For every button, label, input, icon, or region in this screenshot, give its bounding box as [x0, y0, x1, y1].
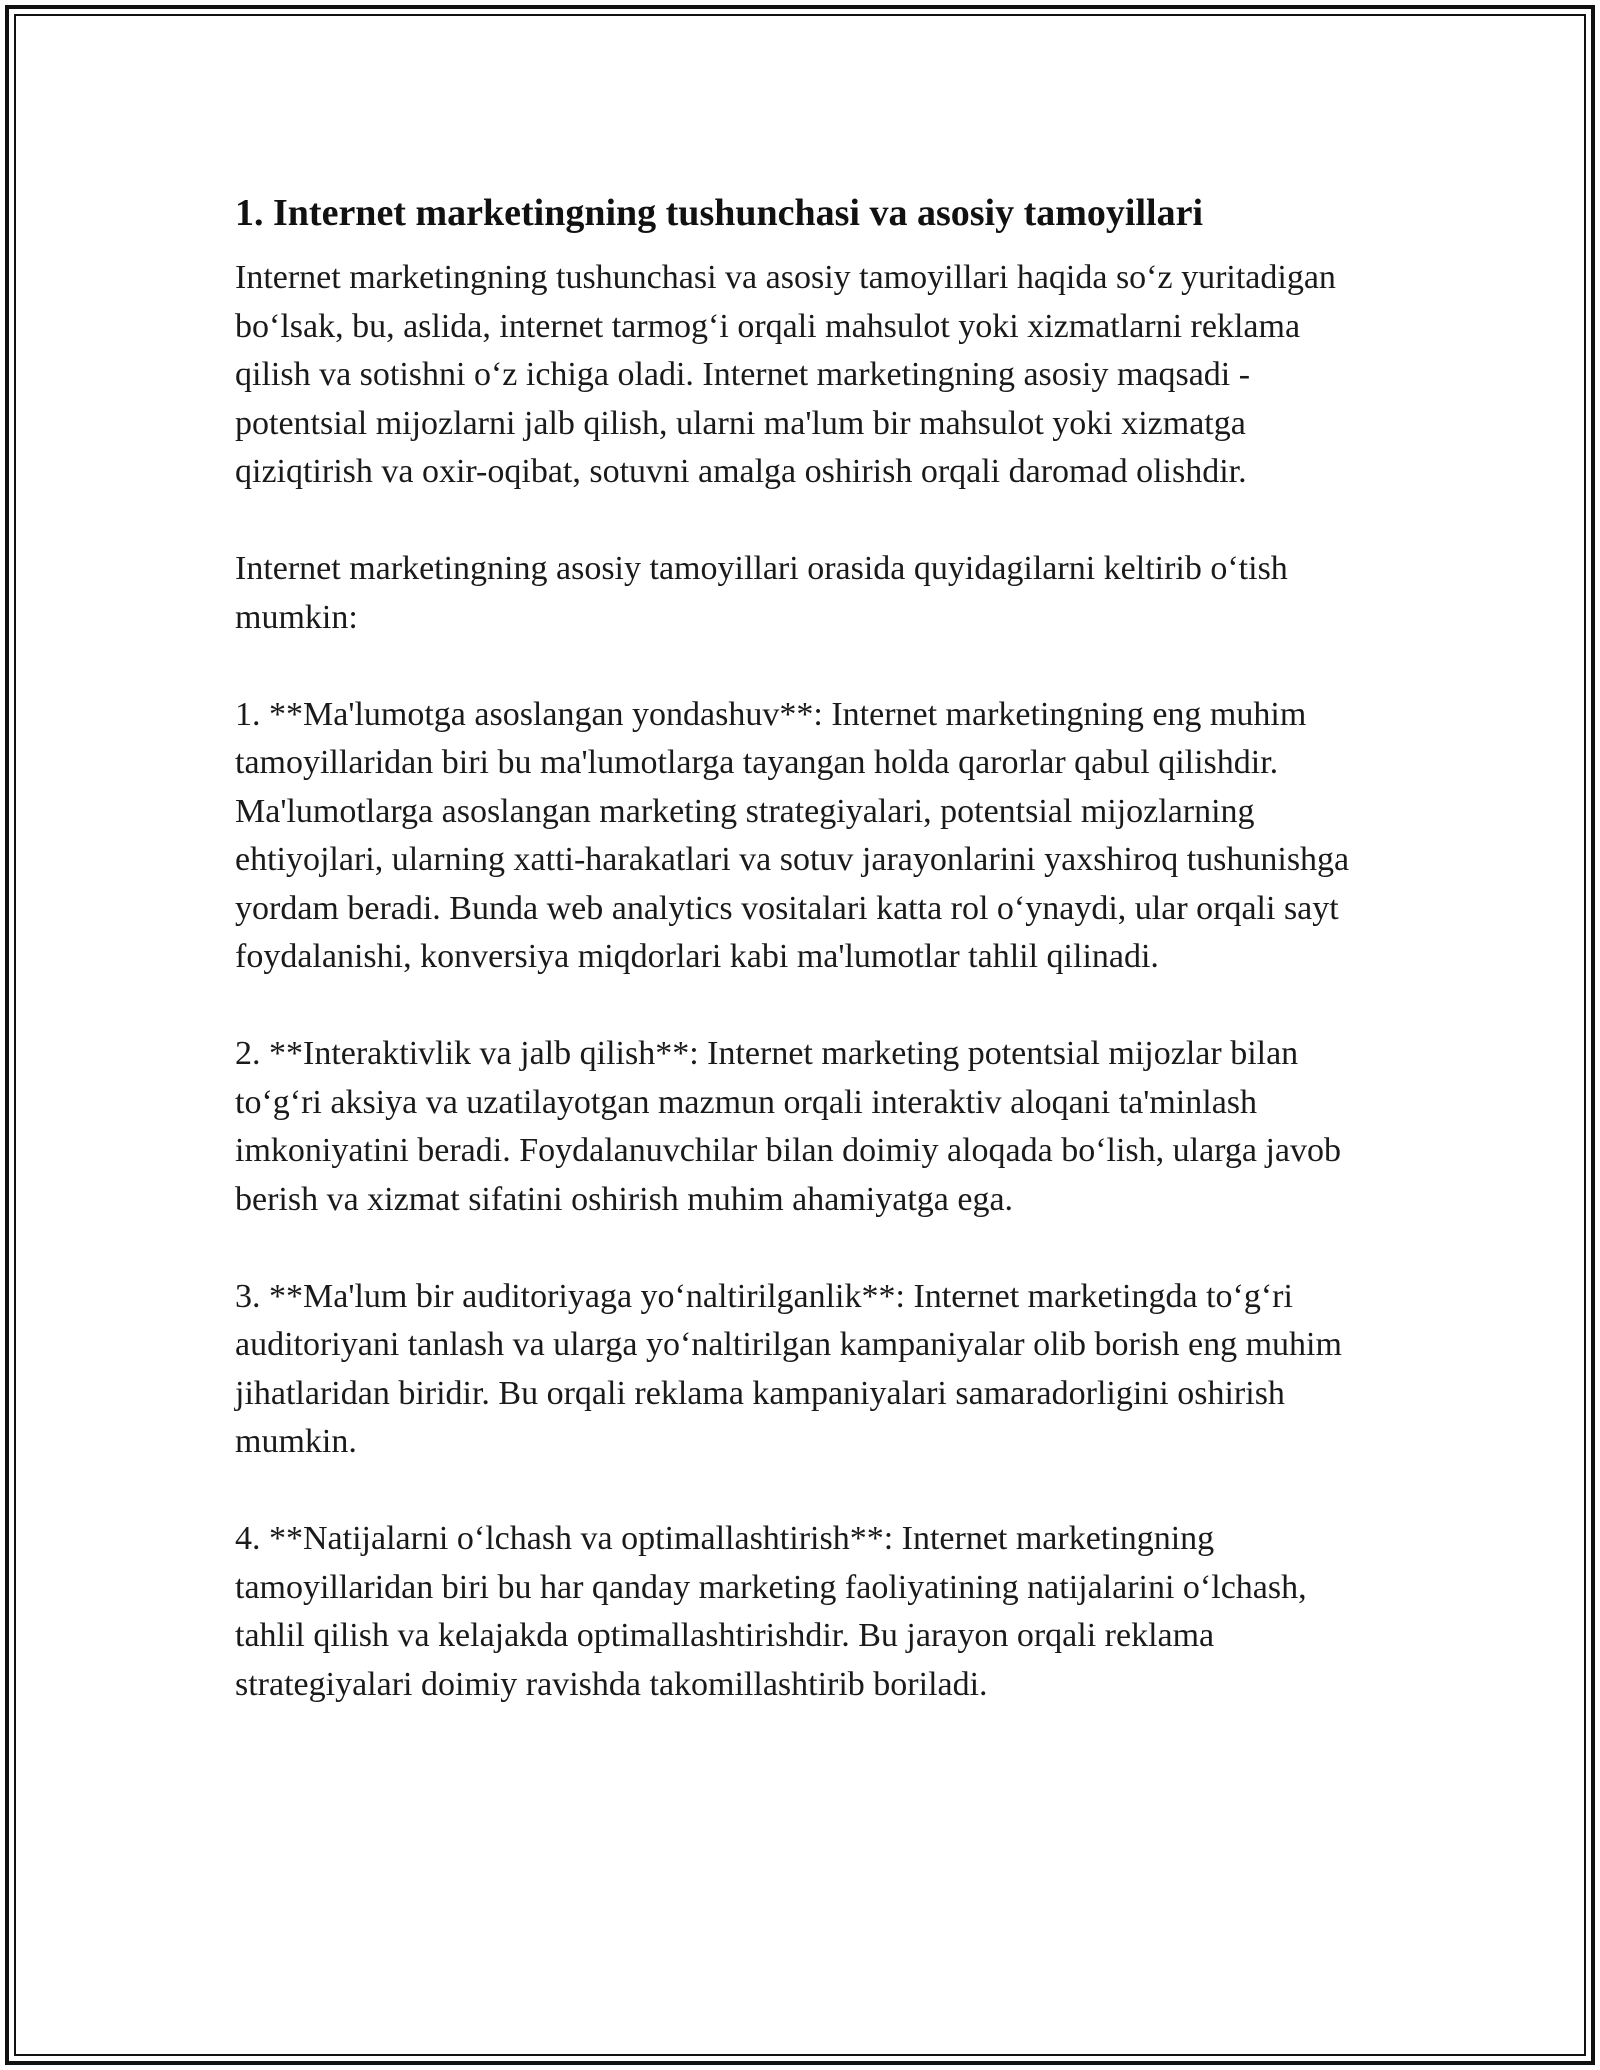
paragraph-principle-2: 2. **Interaktivlik va jalb qilish**: Internet marketing potentsial mijozlar bilan to‘g‘ri aksiya va uzatilayotgan mazmun orqali interaktiv aloqani ta'minlash imkoniyatini beradi. Foydalanuvchilar bilan doimiy aloqada bo‘lish, ularga javob berish va xizmat sifatini oshirish muhim ahamiyatga ega. — [235, 1035, 1342, 1218]
paragraph-intro: Internet marketingning tushunchasi va asosiy tamoyillari haqida so‘z yuritadigan bo‘lsak, bu, aslida, internet tarmog‘i orqali mahsulot yoki xizmatlarni reklama qilish va sotishni o‘z ichiga oladi. Internet marketingning asosiy maqsadi - potentsial mijozlarni jalb qilish, ularni ma'lum bir mahsulot yoki xizmatga qiziqtirish va oxir-oqibat, sotuvni amalga oshirish orqali daromad olishdir. — [235, 259, 1336, 490]
document-body — [235, 188, 1370, 1709]
paragraph-principle-1: 1. **Ma'lumotga asoslangan yondashuv**: Internet marketingning eng muhim tamoyillaridan biri bu ma'lumotlarga tayangan holda qarorlar qabul qilishdir. Ma'lumotlarga asoslangan marketing strategiyalari, potentsial mijozlarning ehtiyojlari, ularning xatti-harakatlari va sotuv jarayonlarini yaxshiroq tushunishga yordam beradi. Bunda web analytics vositalari katta rol o‘ynaydi, ular orqali sayt foydalanishi, konversiya miqdorlari kabi ma'lumotlar tahlil qilinadi. — [235, 695, 1350, 975]
paragraph-principles-lead: Internet marketingning asosiy tamoyillari orasida quyidagilarni keltirib o‘tish mumkin: — [235, 550, 1288, 636]
paragraph-principle-3: 3. **Ma'lum bir auditoriyaga yo‘naltirilganlik**: Internet marketingda to‘g‘ri auditoriyani tanlash va ularga yo‘naltirilgan kampaniyalar olib borish eng muhim jihatlaridan biridir. Bu orqali reklama kampaniyalari samaradorligini oshirish mumkin. — [235, 1277, 1342, 1460]
section-title: 1. Internet marketingning tushunchasi va asosiy tamoyillari — [235, 192, 1204, 234]
paragraph-principle-4: 4. **Natijalarni o‘lchash va optimallashtirish**: Internet marketingning tamoyillaridan biri bu har qanday marketing faoliyatining natijalarini o‘lchash, tahlil qilish va kelajakda optimallashtirishdir. Bu jarayon orqali reklama strategiyalari doimiy ravishda takomillashtirib boriladi. — [235, 1520, 1307, 1703]
